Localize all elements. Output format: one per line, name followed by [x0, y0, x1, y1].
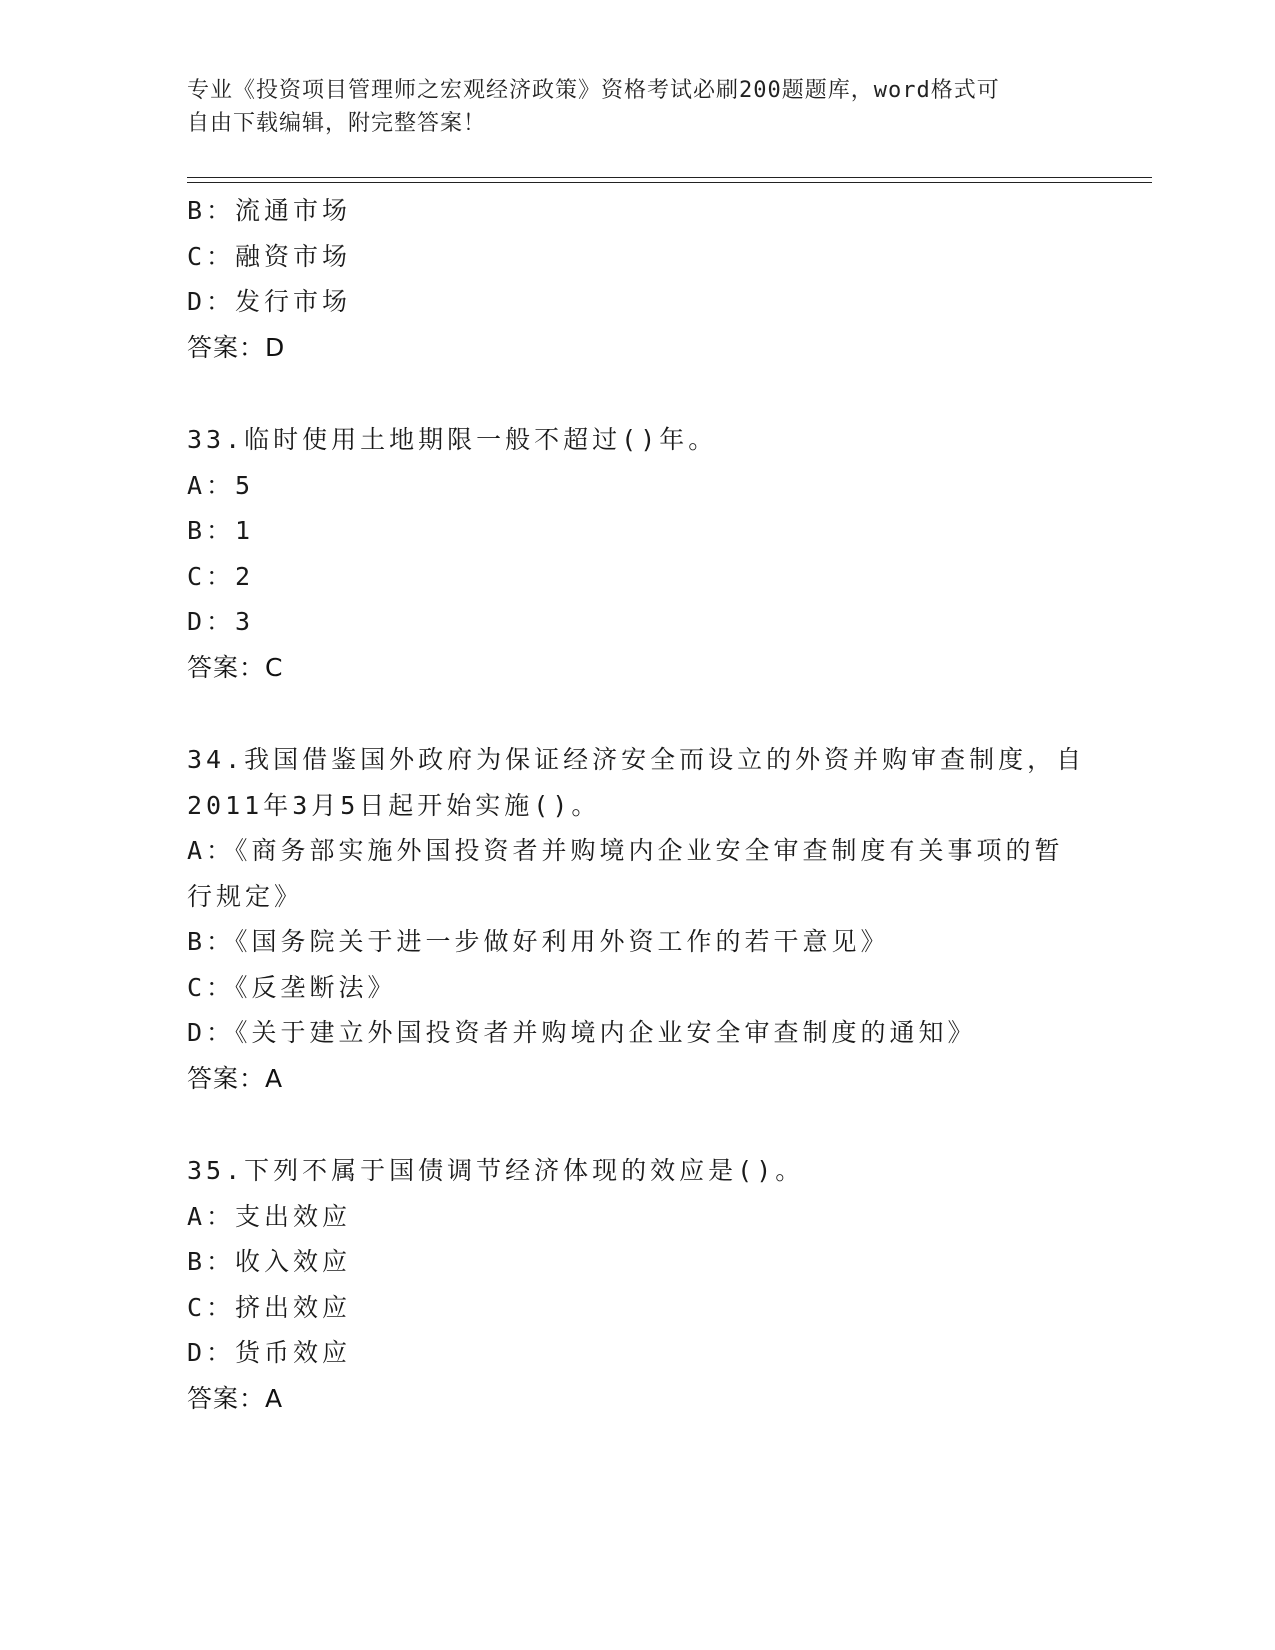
header-divider-top	[187, 177, 1152, 178]
question-stem: 33.临时使用土地期限一般不超过()年。	[187, 425, 718, 454]
option-a-line-2: 行规定》	[187, 881, 304, 911]
answer-line: 答案：D	[187, 332, 286, 362]
header-divider-bottom	[187, 182, 1152, 183]
question-stem: 35.下列不属于国债调节经济体现的效应是()。	[187, 1156, 805, 1185]
option-c: C：融资市场	[187, 241, 352, 271]
option-b: B：1	[187, 516, 255, 545]
option-b: B：收入效应	[187, 1247, 352, 1276]
option-b: B：流通市场	[187, 196, 352, 225]
page-header	[187, 74, 1067, 140]
header-line-1: 专业《投资项目管理师之宏观经济政策》资格考试必刷200题题库，word格式可	[187, 78, 1000, 103]
question-list	[187, 188, 1087, 1421]
question-block-33	[187, 417, 1087, 690]
option-d: D：3	[187, 607, 255, 636]
answer-line: 答案：C	[187, 652, 284, 682]
answer-line: 答案：A	[187, 1063, 284, 1093]
answer-line: 答案：A	[187, 1383, 284, 1413]
spacer	[187, 690, 1087, 737]
question-block-35	[187, 1148, 1087, 1421]
option-c: C：2	[187, 561, 255, 591]
option-d: D：《关于建立外国投资者并购境内企业安全审查制度的通知》	[187, 1018, 977, 1047]
option-a-line-1: A：《商务部实施外国投资者并购境内企业安全审查制度有关事项的暂	[187, 836, 1064, 865]
option-b: B：《国务院关于进一步做好利用外资工作的若干意见》	[187, 927, 890, 956]
question-stem-line-2: 2011年3月5日起开始实施()。	[187, 790, 601, 820]
option-c: C：《反垄断法》	[187, 972, 397, 1002]
option-d: D：发行市场	[187, 287, 352, 316]
option-c: C：挤出效应	[187, 1292, 352, 1322]
spacer	[187, 370, 1087, 417]
question-block-34	[187, 737, 1087, 1101]
header-line-2: 自由下载编辑，附完整答案！	[187, 111, 487, 136]
option-a: A：5	[187, 470, 255, 500]
question-stem-line-1: 34.我国借鉴国外政府为保证经济安全而设立的外资并购审查制度，自	[187, 745, 1086, 774]
option-d: D：货币效应	[187, 1338, 352, 1367]
question-block-prev	[187, 188, 1087, 370]
spacer	[187, 1101, 1087, 1148]
option-a: A：支出效应	[187, 1201, 352, 1231]
